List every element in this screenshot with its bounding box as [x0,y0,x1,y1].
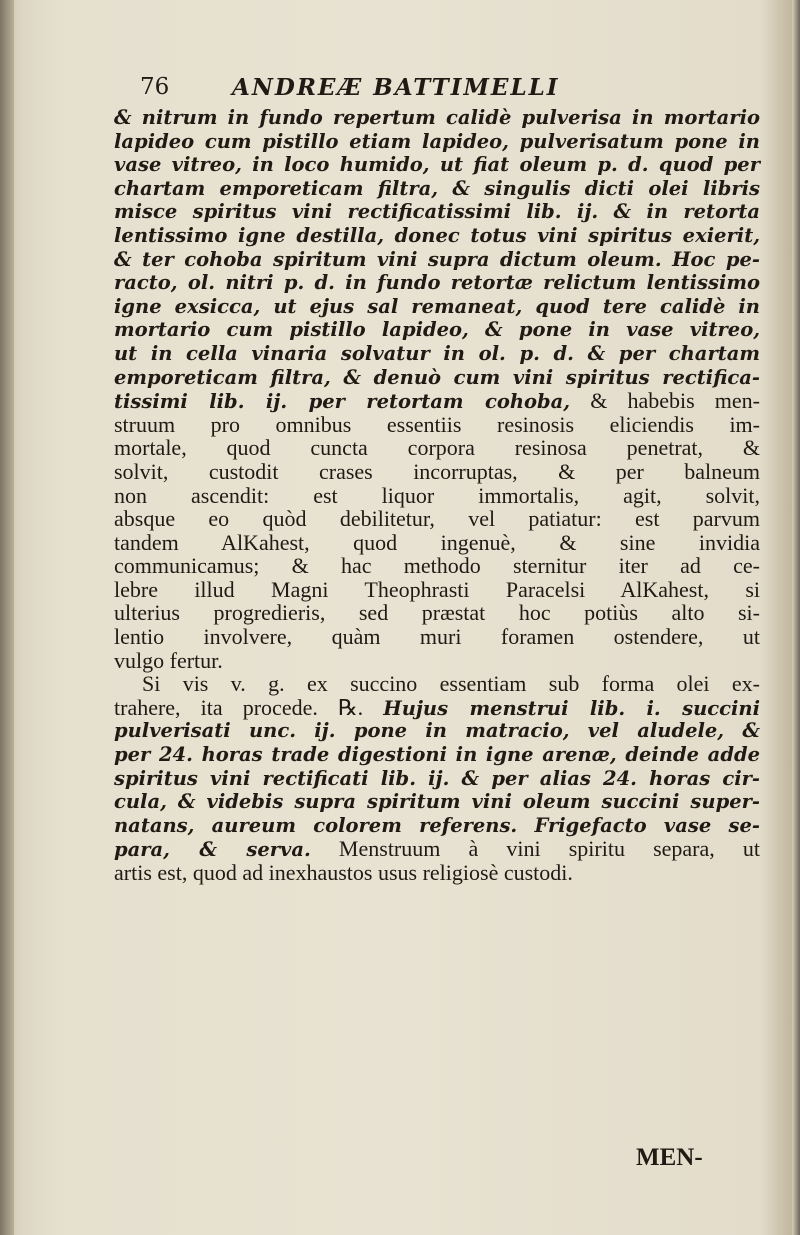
running-title: ANDREÆ BATTIMELLI [232,74,560,101]
text-line: igne exsicca, ut ejus sal remaneat, quod tere calidè in [114,294,760,318]
text-line: tissimi lib. ij. per retortam cohoba, & habebis men- [114,388,760,414]
text-line: chartam emporeticam filtra, & singulis dicti olei libris [114,176,760,200]
text-line: vase vitreo, in loco humido, ut fiat oleum p. d. quod per [114,153,760,177]
text-line: struum pro omnibus essentiis resinosis eliciendis im- [114,411,760,437]
catchword: MEN- [636,1144,703,1171]
text-line: cula, & videbis supra spiritum vini oleum succini super- [114,790,760,814]
text-line: & ter cohoba spiritum vini supra dictum oleum. Hoc pe- [114,247,760,271]
page-edge [792,0,800,1235]
page-header [140,74,660,108]
text-line: mortario cum pistillo lapideo, & pone in vase vitreo, [114,318,760,342]
text-line: Si vis v. g. ex succino essentiam sub forma olei ex- [142,671,760,697]
text-line: solvit, custodit crases incorruptas, & per balneum [114,458,760,484]
text-line: natans, aureum colorem referens. Frigefacto vase se- [114,813,760,837]
text-line: ulterius progredieris, sed præstat hoc potiùs alto si- [114,600,760,626]
text-line: communicamus; & hac methodo sternitur iter ad ce- [114,553,760,579]
text-line: racto, ol. nitri p. d. in fundo retortæ relictum lentissimo [114,271,760,295]
text-line: per 24. horas trade digestioni in igne arenæ, deinde adde [114,743,760,767]
text-line: lebre illud Magni Theophrasti Paracelsi AlKahest, si [114,576,760,602]
page-number: 76 [140,74,170,100]
text-line: pulverisati unc. ij. pone in matracio, vel aludele, & [114,719,760,743]
text-line: absque eo quòd debilitetur, vel patiatur: est parvum [114,506,760,532]
text-line: mortale, quod cuncta corpora resinosa penetrat, & [114,435,760,461]
text-line: & nitrum in fundo repertum calidè pulverisa in mortario [114,106,760,129]
text-line: misce spiritus vini rectificatissimi lib. ij. & in retorta [114,200,760,224]
text-line: para, & serva. Menstruum à vini spiritu separa, ut [114,836,760,862]
text-line: tandem AlKahest, quod ingenuè, & sine invidia [114,529,760,555]
text-line: ut in cella vinaria solvatur in ol. p. d. & per chartam [114,341,760,365]
text-line: lentissimo igne destilla, donec totus vini spiritus exierit, [114,223,760,247]
page-gutter [0,0,14,1235]
text-line: artis est, quod ad inexhaustos usus religiosè custodi. [114,860,573,885]
text-line: lentio involvere, quàm muri foramen ostendere, ut [114,624,760,650]
text-line: emporeticam filtra, & denuò cum vini spiritus rectifica- [114,365,760,389]
text-line: trahere, ita procede. ℞. Hujus menstrui lib. i. succini [114,694,760,720]
text-line: vulgo fertur. [114,647,223,673]
body-text [114,106,760,885]
text-line: lapideo cum pistillo etiam lapideo, pulverisatum pone in [114,129,760,153]
text-line: spiritus vini rectificati lib. ij. & per alias 24. horas cir- [114,766,760,790]
text-line: non ascendit: est liquor immortalis, agit, solvit, [114,482,760,508]
